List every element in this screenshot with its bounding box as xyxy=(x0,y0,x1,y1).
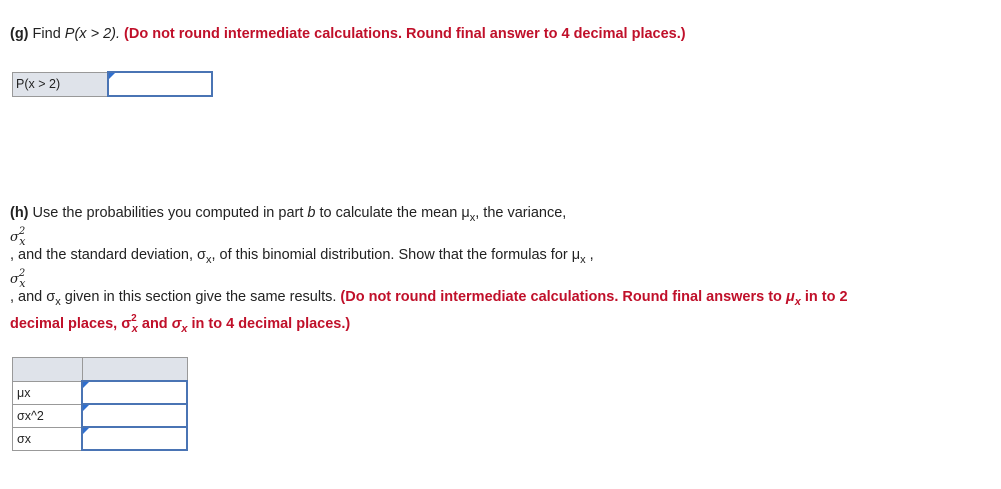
input-marker-icon xyxy=(109,73,115,79)
part-g-answer-table xyxy=(12,71,213,97)
input-marker-icon xyxy=(83,382,89,388)
part-g-question xyxy=(10,26,686,42)
mu-x-input[interactable] xyxy=(82,381,187,404)
part-h-question-line-1: (h) Use the probabilities you computed in part b to calculate the mean $\mu_x$, the variance, xyxy=(10,205,567,224)
variance-symbol-2: $\sigma^2_x$ xyxy=(10,268,26,290)
part-g-find-text: Find xyxy=(32,26,61,42)
part-h-question-line-2: , and the standard deviation, $\sigma_x$, of this binomial distribution. Show that the formulas for $\mu_x$ , xyxy=(10,247,594,266)
variance-symbol: $\sigma^2_x$ xyxy=(10,226,26,248)
part-g-label: (g) xyxy=(10,26,29,42)
input-marker-icon xyxy=(83,405,89,411)
mu-x-symbol-2: $\mu_x$ xyxy=(571,247,586,266)
part-h-label: (h) xyxy=(10,205,29,221)
sigma-x-symbol-2: $\sigma_x$ xyxy=(46,289,61,308)
part-h-answer-table xyxy=(12,357,188,451)
row-label-variance: σx^2 xyxy=(13,404,83,427)
variance-input[interactable] xyxy=(82,404,187,427)
row-label-sigma-x: σx xyxy=(13,427,83,450)
part-h-instruction-line-2: decimal places, $\sigma^2_x$ and $\sigma_x$ in to 4 decimal places.) xyxy=(10,313,351,335)
table-header-row xyxy=(13,358,188,382)
sigma-x-input[interactable] xyxy=(82,427,187,450)
part-g-instruction: (Do not round intermediate calculations. Round final answer to 4 decimal places.) xyxy=(124,26,686,42)
part-g-answer-input[interactable] xyxy=(108,72,212,96)
table-row xyxy=(13,427,188,450)
mu-x-symbol: $\mu_x$ xyxy=(461,205,476,224)
table-row xyxy=(13,404,188,427)
input-marker-icon xyxy=(83,428,89,434)
sigma-x-symbol: $\sigma_x$ xyxy=(197,247,212,266)
header-cell-value xyxy=(82,358,187,382)
part-g-expression: P(x > 2). xyxy=(64,26,120,42)
part-h-question-line-3: , and $\sigma_x$ given in this section give the same results. (Do not round intermediate calculations. Round final answers to $\mu_x$ in to 2 xyxy=(10,289,848,308)
row-label-mu-x: μx xyxy=(13,381,83,404)
table-row xyxy=(13,381,188,404)
part-g-row-label: P(x > 2) xyxy=(13,72,109,96)
part-h-instruction: (Do not round intermediate calculations. Round final answers to $\mu_x$ in to 2 xyxy=(340,289,848,308)
header-cell-label xyxy=(13,358,83,382)
